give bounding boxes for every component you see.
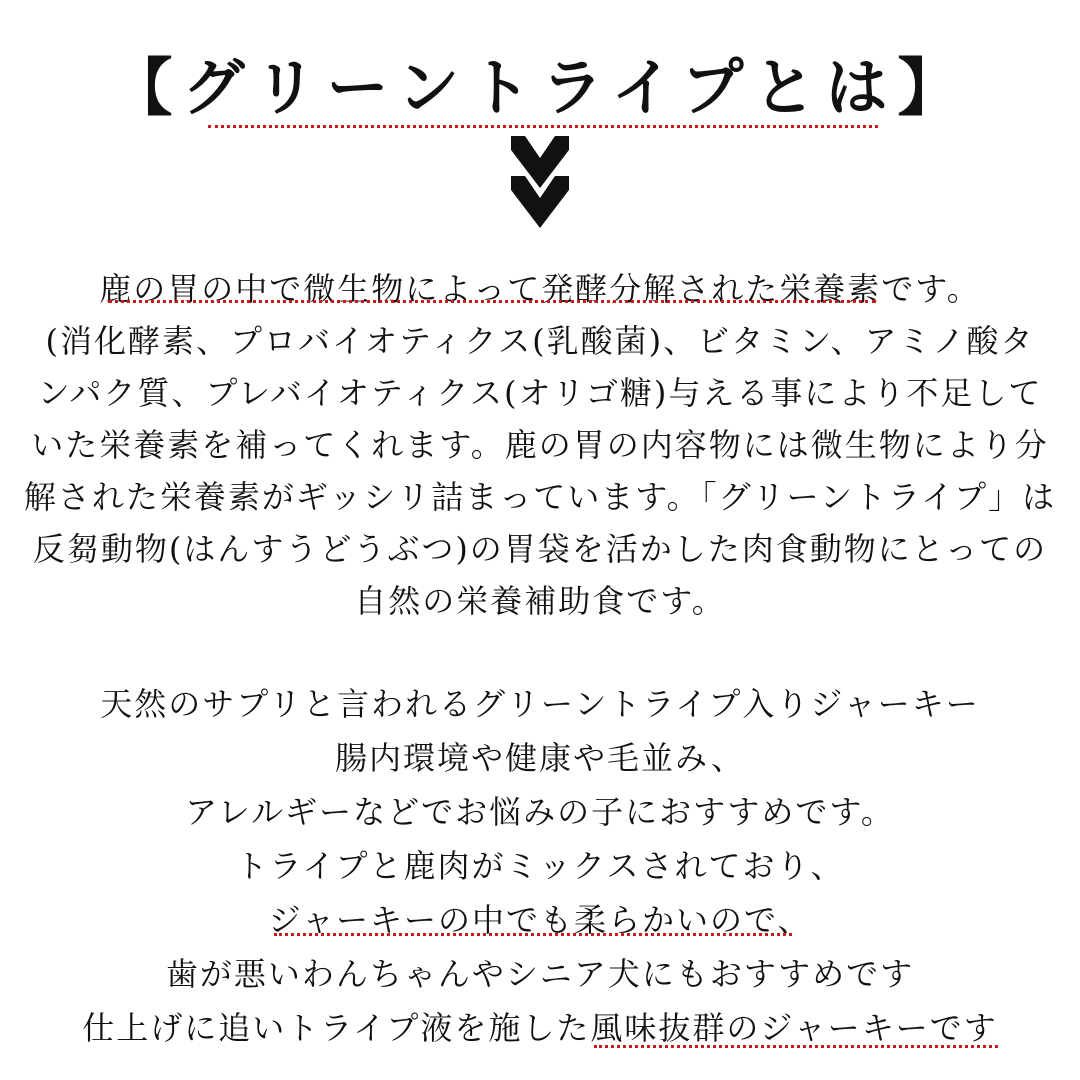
paragraph-line: トライプと鹿肉がミックスされており、 [235, 847, 845, 885]
highlight-underline [108, 300, 876, 303]
paragraph-line: 腸内環境や健康や毛並み、 [335, 739, 745, 777]
paragraph-line: 歯が悪いわんちゃんやシニア犬にもおすすめです [165, 955, 915, 993]
paragraph-line: いた栄養素を補ってくれます。鹿の胃の内容物には微生物により分 [31, 426, 1049, 464]
title-underline [208, 125, 878, 128]
highlight-underline [274, 933, 792, 936]
paragraph-line: 天然のサプリと言われるグリーントライプ入りジャーキー [100, 685, 980, 723]
paragraph-line: 反芻動物(はんすうどうぶつ)の胃袋を活かした肉食動物にとっての [32, 530, 1048, 568]
highlight-underline [594, 1045, 998, 1048]
paragraph-line: ンパク質、プレバイオティクス(オリゴ糖)与える事により不足して [37, 374, 1043, 412]
paragraph-line: アレルギーなどでお悩みの子におすすめです。 [185, 793, 895, 831]
paragraph-line: 自然の栄養補助食です。 [354, 582, 726, 620]
paragraph-line: 鹿の胃の中で微生物によって発酵分解された栄養素です。 [99, 270, 981, 308]
double-chevron-down-icon [511, 136, 569, 232]
paragraph-line: ジャーキーの中でも柔らかいので、 [268, 901, 812, 939]
page-title: 【グリーントライプとは】 [110, 51, 970, 124]
paragraph-line: 仕上げに追いトライプ液を施した風味抜群のジャーキーです [82, 1009, 998, 1047]
paragraph-line: (消化酵素、プロバイオティクス(乳酸菌)、ビタミン、アミノ酸タ [45, 322, 1035, 360]
paragraph-line: 解された栄養素がギッシリ詰まっています。「グリーントライプ」は [23, 478, 1057, 516]
